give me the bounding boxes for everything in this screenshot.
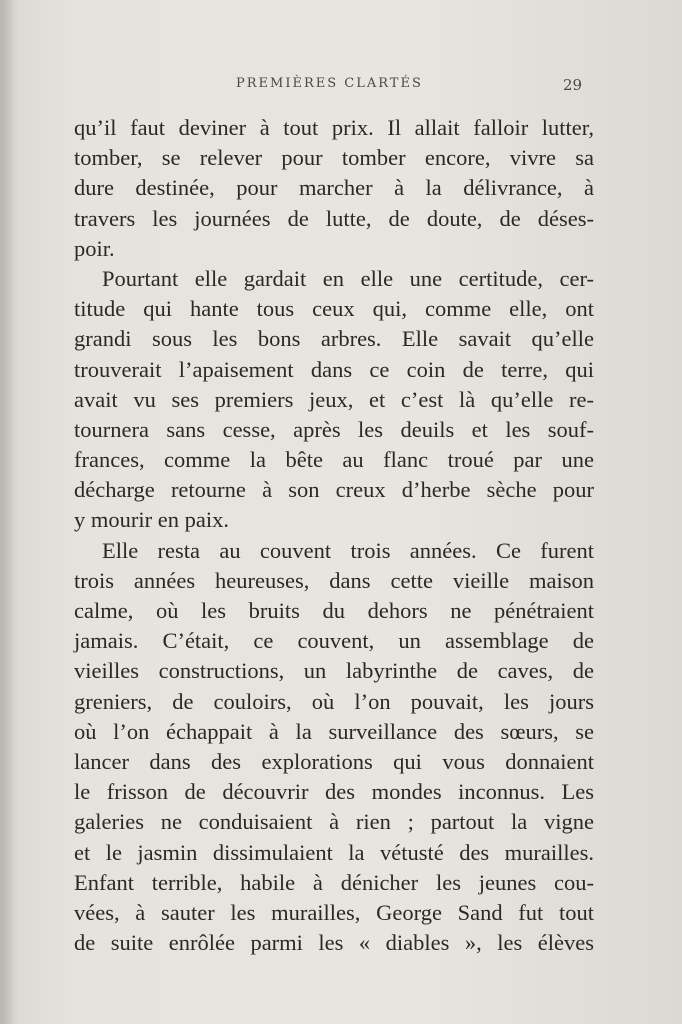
text-line: greniers, de couloirs, où l’on pouvait, les jours <box>74 688 594 714</box>
text-line: de suite enrôlée parmi les « diables », les élèves <box>74 930 594 956</box>
text-line: vées, à sauter les murailles, George Sand fut tout <box>74 899 594 925</box>
text-line: y mourir en paix. <box>74 507 229 533</box>
text-line: lancer dans des explorations qui vous donnaient <box>74 748 594 774</box>
text-line: tournera sans cesse, après les deuils et les souf- <box>74 416 594 442</box>
text-line: dure destinée, pour marcher à la délivrance, à <box>74 175 594 201</box>
text-line: le frisson de découvrir des mondes inconnus. Les <box>74 779 594 805</box>
paragraph-1 <box>74 113 594 264</box>
text-line: jamais. C’était, ce couvent, un assemblage de <box>74 628 594 654</box>
page-number: 29 <box>563 76 583 94</box>
text-line: trois années heureuses, dans cette vieille maison <box>74 567 594 593</box>
text-line: travers les journées de lutte, de doute, de déses- <box>74 205 594 231</box>
text-line: vieilles constructions, un labyrinthe de caves, de <box>74 658 594 684</box>
running-title: PREMIÈRES CLARTÉS <box>236 76 423 91</box>
text-line: frances, comme la bête au flanc troué par une <box>74 447 594 473</box>
text-line: galeries ne conduisaient à rien ; partout la vigne <box>74 809 594 835</box>
text-line: décharge retourne à son creux d’herbe sèche pour <box>74 477 594 503</box>
text-line: où l’on échappait à la surveillance des sœurs, se <box>74 718 594 744</box>
text-line: tomber, se relever pour tomber encore, vivre sa <box>74 145 594 171</box>
text-line: grandi sous les bons arbres. Elle savait qu’elle <box>74 326 594 352</box>
paragraph-2 <box>74 264 594 536</box>
text-line: Pourtant elle gardait en elle une certitude, cer- <box>102 265 594 291</box>
text-line: qu’il faut deviner à tout prix. Il allait falloir lutter, <box>74 115 594 140</box>
text-line: titude qui hante tous ceux qui, comme elle, ont <box>74 296 594 322</box>
text-line: calme, où les bruits du dehors ne pénétraient <box>74 598 594 623</box>
text-line: trouverait l’apaisement dans ce coin de terre, qui <box>74 356 594 382</box>
text-line: Enfant terrible, habile à dénicher les jeunes cou- <box>74 869 594 895</box>
text-line: Elle resta au couvent trois années. Ce furent <box>102 537 594 563</box>
paragraph-3 <box>74 536 594 959</box>
text-line: poir. <box>74 235 115 261</box>
text-line: avait vu ses premiers jeux, et c’est là qu’elle re- <box>74 386 594 412</box>
text-line: et le jasmin dissimulaient la vétusté des murailles. <box>74 839 594 865</box>
body-text <box>74 113 594 958</box>
